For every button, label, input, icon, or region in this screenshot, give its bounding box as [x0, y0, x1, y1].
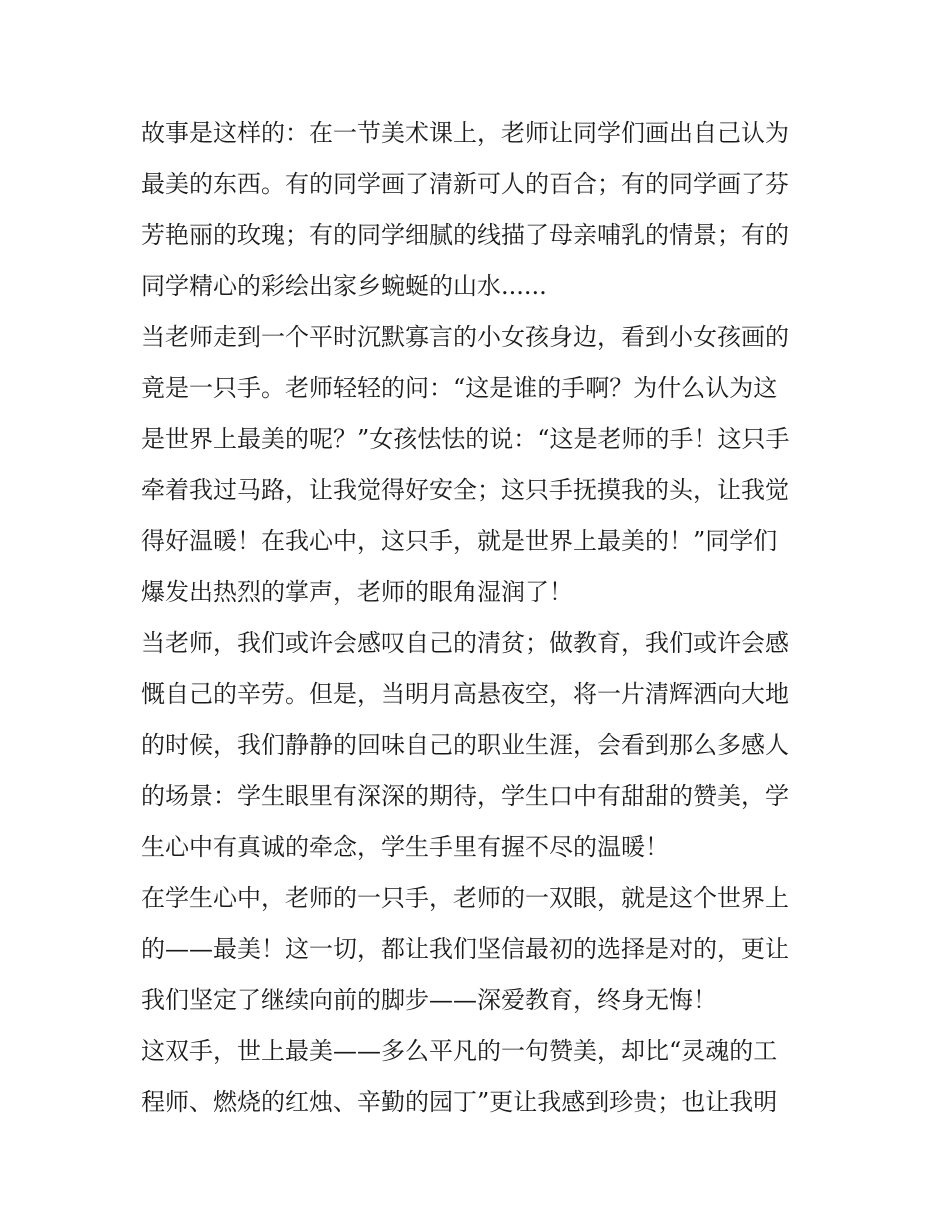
text-line: 程师、燃烧的红烛、辛勤的园丁”更让我感到珍贵；也让我明	[141, 1088, 778, 1116]
text-line: 的场景：学生眼里有深深的期待，学生口中有甜甜的赞美，学	[141, 782, 789, 810]
text-line: 最美的东西。有的同学画了清新可人的百合；有的同学画了芬	[141, 170, 789, 198]
text-line: 同学精心的彩绘出家乡蜿蜒的山水......	[141, 272, 547, 300]
text-line: 的时候，我们静静的回味自己的职业生涯，会看到那么多感人	[141, 731, 789, 759]
text-line: 故事是这样的：在一节美术课上，老师让同学们画出自己认为	[141, 119, 789, 147]
text-line: 竟是一只手。老师轻轻的问：“这是谁的手啊？为什么认为这	[141, 374, 778, 402]
text-line: 爆发出热烈的掌声，老师的眼角湿润了！	[141, 578, 573, 606]
text-line: 这双手，世上最美——多么平凡的一句赞美，却比“灵魂的工	[141, 1037, 778, 1065]
text-line: 是世界上最美的呢？”女孩怯怯的说：“这是老师的手！这只手	[141, 425, 790, 453]
text-line: 生心中有真诚的牵念，学生手里有握不尽的温暖！	[141, 833, 669, 861]
text-line: 在学生心中，老师的一只手，老师的一双眼，就是这个世界上	[141, 884, 789, 912]
text-line: 芳艳丽的玫瑰；有的同学细腻的线描了母亲哺乳的情景；有的	[141, 221, 789, 249]
text-line: 牵着我过马路，让我觉得好安全；这只手抚摸我的头，让我觉	[141, 476, 789, 504]
text-line: 得好温暖！在我心中，这只手，就是世界上最美的！”同学们	[141, 527, 778, 555]
text-line: 当老师，我们或许会感叹自己的清贫；做教育，我们或许会感	[141, 629, 789, 657]
text-line: 慨自己的辛劳。但是，当明月高悬夜空，将一片清辉洒向大地	[141, 680, 789, 708]
document-body	[141, 108, 813, 1128]
text-line: 的——最美！这一切，都让我们坚信最初的选择是对的，更让	[141, 935, 789, 963]
text-line: 当老师走到一个平时沉默寡言的小女孩身边，看到小女孩画的	[141, 323, 789, 351]
text-line: 我们坚定了继续向前的脚步——深爱教育，终身无悔！	[141, 986, 717, 1014]
